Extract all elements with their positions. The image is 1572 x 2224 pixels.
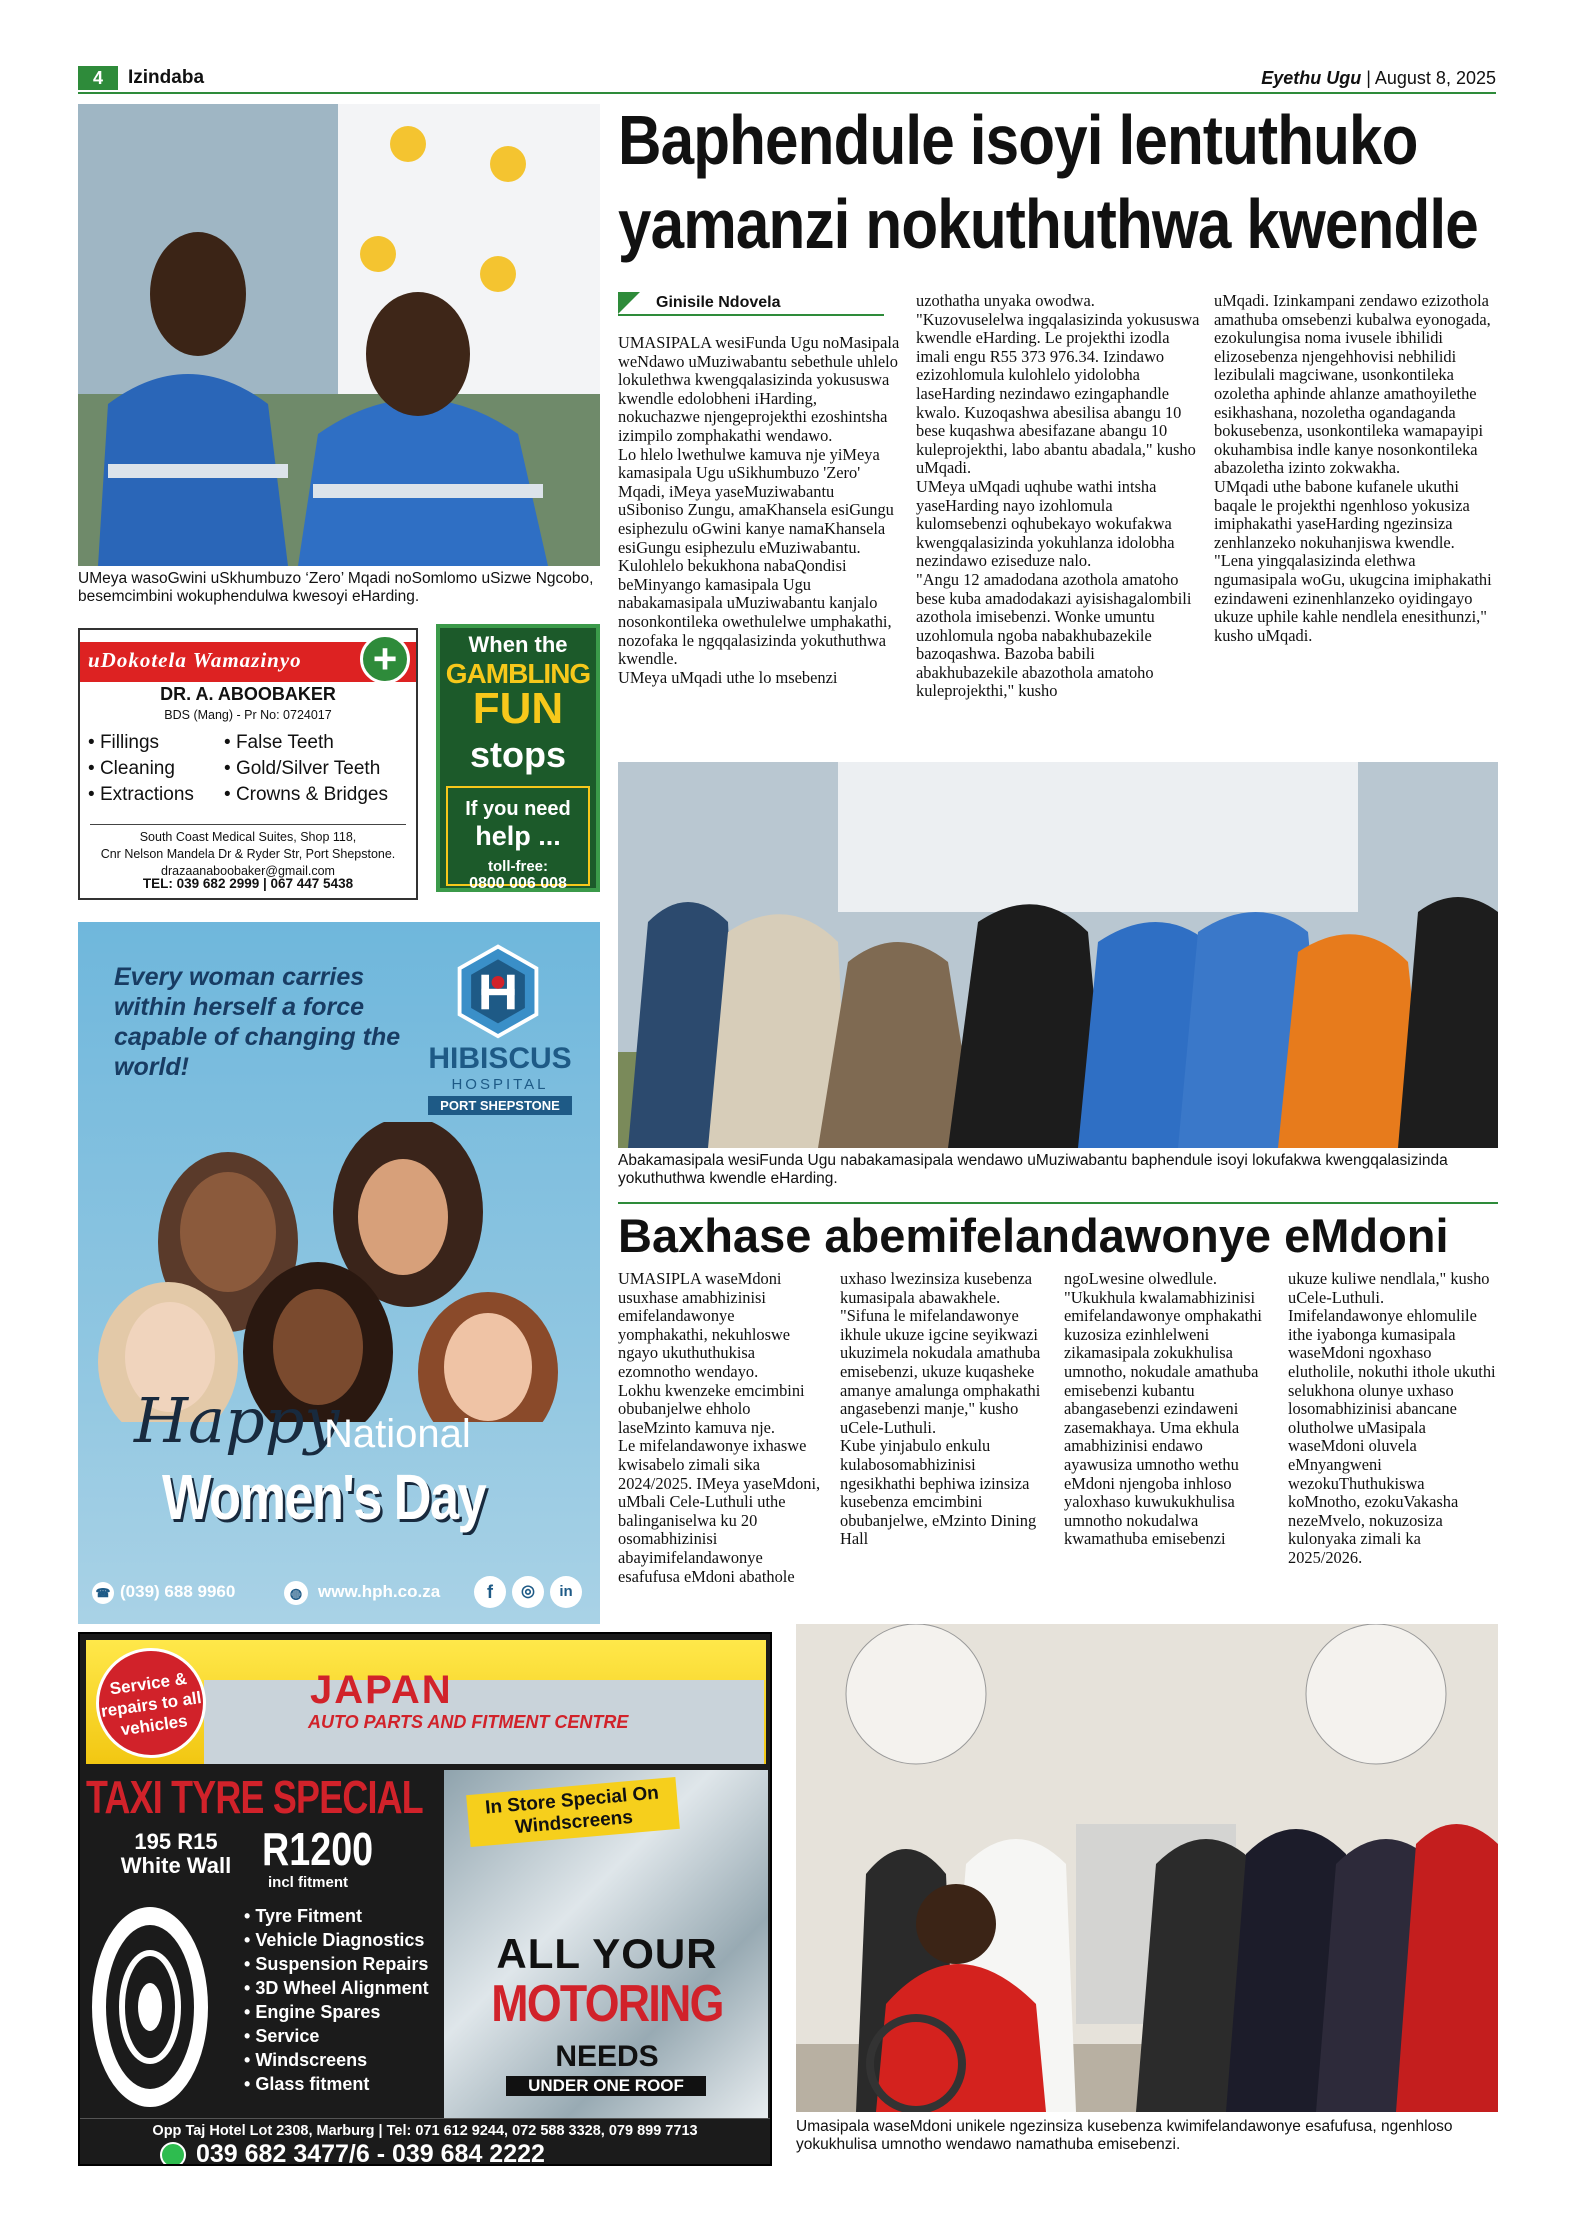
gambling-line: When the bbox=[468, 632, 568, 657]
helpline-number: 0800 006 008 bbox=[469, 875, 567, 892]
article1-col1 bbox=[618, 334, 902, 687]
gambling-line: FUN bbox=[472, 684, 564, 733]
facebook-icon: f bbox=[474, 1576, 506, 1608]
photo-mayor-speaker bbox=[78, 104, 600, 566]
service-item: • False Teeth bbox=[224, 730, 388, 756]
phone-icon: ☎ bbox=[92, 1582, 114, 1604]
japan-service: • Suspension Repairs bbox=[244, 1952, 429, 1976]
japan-shop-name: JAPAN bbox=[310, 1668, 453, 1712]
hibiscus-website: www.hph.co.za bbox=[318, 1582, 441, 1601]
under-one-roof: UNDER ONE ROOF bbox=[506, 2076, 706, 2096]
section-name: Izindaba bbox=[128, 67, 205, 88]
globe-icon: ◍ bbox=[284, 1581, 308, 1605]
article2-col3 bbox=[1064, 1270, 1270, 1549]
issue-date: August 8, 2025 bbox=[1374, 68, 1496, 88]
photo-sod-turning bbox=[618, 762, 1498, 1148]
address-line: Cnr Nelson Mandela Dr & Ryder Str, Port Shepstone. bbox=[100, 847, 396, 861]
photo2-caption: Abakamasipala wesiFunda Ugu nabakamasipala wendawo uMuziwabantu baphendule isoyi lokufakwa kwengqalasizinda yokuthuthwa kwendle eHarding. bbox=[618, 1152, 1448, 1187]
service-item: • Cleaning bbox=[88, 756, 194, 782]
services-left bbox=[88, 730, 194, 808]
womens-day-text: Women's Day bbox=[162, 1461, 486, 1533]
japan-services bbox=[244, 1904, 429, 2096]
article1-headline bbox=[618, 98, 1495, 266]
paragraph: Lo hlelo lwethulwe kamuva nje yiMeya kamasipala Ugu uSikhumbuzo 'Zero' Mqadi, iMeya yaseMuziwabantu uSiboniso Zungu, amaKhansela esiGungu esiphezulu oGwini kanye namaKhansela esiGungu esiphezulu eMuziwabantu. bbox=[618, 444, 894, 557]
ad-dentist bbox=[78, 628, 418, 900]
paragraph: uzothatha unyaka owodwa. "Kuzovuselelwa ingqalasizinda yokususwa kwendle eHarding. Le projekthi izodla imali engu R55 373 976.34. Izindawo ezizohlomula kulohlelo yidolobha laseHarding nezindawo ezingaphandle kwalo. Kuzoqashwa abesilisa abangu 10 bese kuqashwa abesifazane abangu 10 kuleprojekthi, labo abantu abadala," kusho uMqadi. bbox=[916, 291, 1200, 478]
helpline-text: If you need bbox=[465, 798, 571, 820]
women-portraits bbox=[78, 1122, 600, 1422]
japan-service: • Glass fitment bbox=[244, 2072, 429, 2096]
paragraph: Imifelandawonye ehlomulile ithe iyabonga kumasipala waseMdoni ngoxhaso elutholile, nokuthi ithole ukuthi selukhona olunye uxhaso losomabhizinisi abancane olutholwe uMasipala waseMdoni oluvela eMnyangweni wezokuThuthukiswa koMnotho, ezokuVakasha nezeMvelo, nokuzosiza kulonyaka zimali ka 2025/2026. bbox=[1288, 1306, 1496, 1567]
byline: Ginisile Ndovela bbox=[656, 294, 781, 311]
article1-col2 bbox=[916, 292, 1200, 701]
hibiscus-sub: HOSPITAL bbox=[451, 1076, 549, 1093]
paragraph: UMqadi uthe babone kufanele ukuthi baqale le projekthi ngenhloso yokusiza imiphakathi yaseHarding ngezinsiza zenhlanzeko nokuhanjiswa kwendle. bbox=[1214, 476, 1470, 552]
hibiscus-phone: (039) 688 9960 bbox=[120, 1582, 236, 1601]
ad-hibiscus-hospital bbox=[78, 922, 600, 1624]
paragraph: ngoLwesine olwedlule. "Ukukhula kwalamabhizinisi emifelandawonye omphakathi kuzosiza ezinhlelweni zikamasipala zokukhulisa umnotho, nokudale amathuba emisebenzi kubantu abangasebenzi ezindaweni zasemakhaya. Uma ekhula amabhizinisi endawo ayawusiza umnotho wethu eMdoni njengoba inhloso yaloxhaso kuwukukhulisa umnotho nokudalwa kwamathuba emisebenzi bbox=[1064, 1269, 1262, 1549]
article2-col2 bbox=[840, 1270, 1046, 1549]
headline-line-1: Baphendule isoyi lentuthuko bbox=[618, 101, 1418, 179]
headline-line-2: yamanzi nokuthuthwa kwendle bbox=[618, 185, 1478, 263]
photo1-caption: UMeya wasoGwini uSkhumbuzo ‘Zero’ Mqadi noSomlomo uSizwe Ngcobo, besemcimbini wokuphendulwa kwesoyi eHarding. bbox=[78, 570, 594, 605]
paragraph: Le mifelandawonye ixhaswe kwisabelo zimali sika 2024/2025. IMeya yaseMdoni, uMbali Cele-Luthuli uthe balinganiselwa ku 20 osomabhizinisi abayimifelandawonye esafufusa eMdoni abathole bbox=[618, 1436, 821, 1586]
header-rule bbox=[78, 92, 1496, 94]
japan-service: • Engine Spares bbox=[244, 2000, 429, 2024]
all-your-text: ALL YOUR bbox=[496, 1930, 718, 1977]
needs-text: NEEDS bbox=[555, 2040, 659, 2073]
dentist-email: drazaanaboobaker@gmail.com bbox=[161, 864, 335, 878]
whatsapp-icon bbox=[160, 2142, 186, 2166]
linkedin-icon: in bbox=[550, 1576, 582, 1608]
tyre-size-line: White Wall bbox=[120, 1853, 232, 1878]
helpline-box bbox=[446, 786, 590, 892]
japan-service: • Tyre Fitment bbox=[244, 1904, 429, 1928]
motoring-text: MOTORING bbox=[491, 1975, 723, 2033]
tyre-size-line: 195 R15 bbox=[134, 1829, 218, 1854]
address-line: South Coast Medical Suites, Shop 118, bbox=[139, 830, 357, 844]
service-burst: Service & repairs to all vehicles bbox=[89, 1641, 213, 1765]
service-item: • Crowns & Bridges bbox=[224, 782, 388, 808]
paragraph: UMASIPLA waseMdoni usuxhase amabhizinisi emifelandawonye yomphakathi, nekuhloswe ngayo ukuthuthukisa ezomnotho wendayo. bbox=[618, 1269, 791, 1381]
paragraph: UMeya uMqadi uqhube wathi intsha yaseHarding nayo izohlomula kulomsebenzi oqhubekayo wokufakwa kwengqalasizinda yokuhlanza idolobha nezindawo eziseduze nalo. bbox=[916, 476, 1175, 571]
photo3-caption: Umasipala waseMdoni unikele ngezinsiza kusebenza kwimifelandawonye esafufusa, ngenhloso yokukhulisa umnotho wendawo namathuba emisebenzi. bbox=[796, 2118, 1453, 2153]
service-item: • Extractions bbox=[88, 782, 194, 808]
paragraph: UMASIPALA wesiFunda Ugu noMasipala weNdawo uMuziwabantu sebethule uhlelo lokulethwa kwengqalasizinda yokususwa kwendle edolobheni iHarding, nokuchazwe njengeprojekthi ezoshintsha izimpilo zomphakathi wendawo. bbox=[618, 333, 900, 445]
japan-address: Opp Taj Hotel Lot 2308, Marburg | Tel: 071 612 9244, 072 588 3328, 079 899 7713 bbox=[80, 2118, 770, 2139]
dentist-tel: TEL: 039 682 2999 | 067 447 5438 bbox=[142, 876, 354, 891]
paragraph: Kube yinjabulo enkulu kulabosomabhizinisi ngesikhathi bephiwa izinsiza kusebenza emcimbini obubanjelwe, eMzinto Dining Hall bbox=[840, 1436, 1037, 1549]
service-item: • Fillings bbox=[88, 730, 194, 756]
ad-gambling-helpline bbox=[436, 624, 600, 892]
doctor-name: DR. A. ABOOBAKER bbox=[160, 684, 336, 704]
paragraph: uMqadi. Izinkampani zendawo ezizothola amathuba omsebenzi kubalwa eyonogada, ezokulungisa noma ivusele ibhilidi elizosebenza njengehhovisi nebhilidi lezibulali magciwane, usonkontileka ozoletha aphinde ahlanze amathoyilethe esikhashana, nozoletha ogandaganda bokusebenza, usonkontileka wamapayipi okuhambisa indle kanye nosonkontileka abazoletha izinto zokwakha. bbox=[1214, 291, 1491, 478]
japan-service: • Service bbox=[244, 2024, 429, 2048]
publication-name: Eyethu Ugu bbox=[1261, 68, 1362, 88]
hibiscus-logo-icon bbox=[446, 944, 550, 1040]
japan-service: • 3D Wheel Alignment bbox=[244, 1976, 429, 2000]
article2-col1 bbox=[618, 1270, 824, 1586]
japan-shop-sub: AUTO PARTS AND FITMENT CENTRE bbox=[308, 1712, 629, 1732]
national-text: National bbox=[324, 1412, 471, 1456]
hibiscus-name: HIBISCUS bbox=[428, 1042, 572, 1075]
instagram-icon: ◎ bbox=[512, 1576, 544, 1608]
taxi-tyre-special: TAXI TYRE SPECIAL bbox=[86, 1771, 423, 1823]
paragraph: uxhaso lwezinsiza kusebenza kumasipala abawakhele. "Sifuna le mifelandawonye ikhule ukuze igcine seyikwazi ukuzimela nokudala amathuba emisebenzi, ukuze kuqasheke amanye amalunga omphakathi angasebenzi manje," kusho uCele-Luthuli. bbox=[840, 1269, 1041, 1437]
japan-service: • Windscreens bbox=[244, 2048, 429, 2072]
dentist-title: uDokotela Wamazinyo bbox=[88, 648, 302, 672]
paragraph: Kulohlelo bekukhona nabaQondisi beMinyango kamasipala Ugu nabakamasipala uMuziwabantu kanjalo nosonkontileka owethulelwe umphakathi, nozofaka le ngqqalasizinda yokuthuthwa kwendle. bbox=[618, 556, 892, 669]
hibiscus-tagline: Every woman carries within herself a force capable of changing the world! bbox=[114, 963, 401, 1081]
article2-rule bbox=[618, 1202, 1498, 1204]
gambling-line: GAMBLING bbox=[445, 658, 591, 689]
happy-script: Happy bbox=[134, 1384, 340, 1457]
services-right bbox=[224, 730, 388, 808]
ad-japan-auto-parts bbox=[78, 1632, 772, 2166]
japan-big-tel: 039 682 3477/6 - 039 684 2222 bbox=[196, 2140, 545, 2166]
paragraph: ukuze kuliwe nendlala," kusho uCele-Luthuli. bbox=[1288, 1269, 1490, 1307]
article2-col4 bbox=[1288, 1270, 1498, 1568]
photo-mdoni-handover bbox=[796, 1624, 1498, 2112]
helpline-text: help ... bbox=[475, 821, 561, 851]
dentist-address bbox=[90, 824, 406, 880]
paragraph: "Angu 12 amadodana azothola amatoho bese kuba amadodakazi ayisishagalombili azothola imisebenzi. Wonke umuntu uzohlomula ngoba nabakhubazekile bazoqashwa. Bazoba babili abakhubazekile abazothola amatoho kuleprojekthi," kusho bbox=[916, 569, 1192, 701]
gambling-line: stops bbox=[469, 734, 566, 775]
page-number: 4 bbox=[78, 66, 118, 90]
doctor-credentials: BDS (Mang) - Pr No: 0724017 bbox=[164, 708, 332, 722]
tyre-size bbox=[116, 1830, 236, 1878]
paragraph: Lokhu kwenzeke emcimbini obubanjelwe ehholo laseMzinto kamuva nje. bbox=[618, 1380, 805, 1437]
medical-cross-icon: + bbox=[360, 634, 410, 684]
paragraph: "Lena yingqalasizinda elethwa ngumasipala woGu, ukugcina imiphakathi ezindaweni ezinenhlanzeko oyidingayo ukuze uphile kahle nendlela enesithunzi," kusho uMqadi. bbox=[1214, 551, 1492, 645]
paragraph: UMeya uMqadi uthe lo msebenzi bbox=[618, 667, 838, 687]
article2-headline: Baxhase abemifelandawonye eMdoni bbox=[618, 1209, 1449, 1262]
instore-special: In Store Special On Windscreens bbox=[466, 1777, 680, 1847]
tyre-icon bbox=[90, 1902, 240, 2112]
article1-col3 bbox=[1214, 292, 1498, 645]
service-item: • Gold/Silver Teeth bbox=[224, 756, 388, 782]
helpline-text: toll-free: bbox=[488, 858, 548, 875]
tyre-price: R1200 bbox=[262, 1823, 374, 1875]
hibiscus-location: PORT SHEPSTONE bbox=[428, 1096, 572, 1115]
japan-service: • Vehicle Diagnostics bbox=[244, 1928, 429, 1952]
incl-fitment: incl fitment bbox=[268, 1874, 349, 1891]
masthead: Eyethu Ugu | August 8, 2025 bbox=[1261, 68, 1496, 88]
